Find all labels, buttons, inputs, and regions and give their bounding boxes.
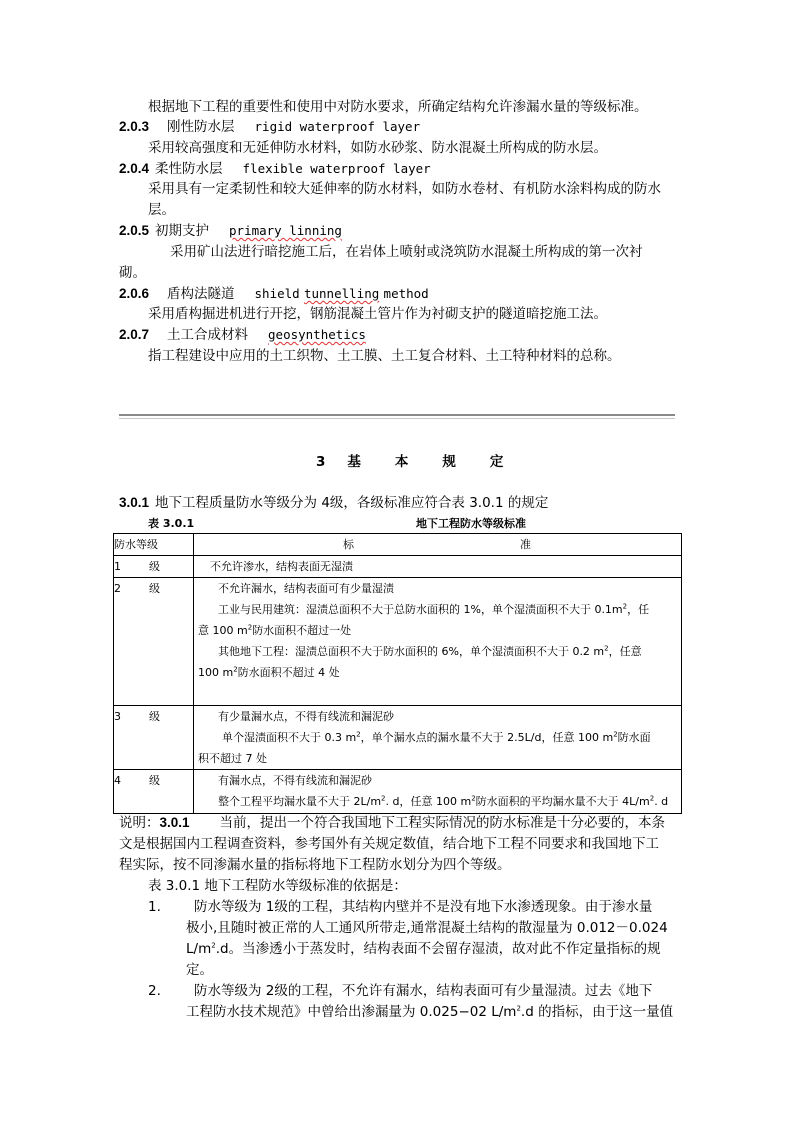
grade-cell <box>114 578 194 706</box>
standard-line: 不允许漏水，结构表面可有少量湿渍 <box>218 582 394 595</box>
list-item-line: $L/m^2.d$。当渗透小于蒸发时，结构表面不会留存湿渍，故对此不作定量指标的规 <box>186 941 661 957</box>
clause-number: 3.0.1 <box>119 495 150 510</box>
chapter-title-char: 规 <box>442 454 456 470</box>
english-term: flexible waterproof layer <box>242 161 431 176</box>
english-term: shield <box>254 286 300 301</box>
table-caption: 地下工程防水等级标准 <box>416 517 526 530</box>
grade-cell <box>114 706 194 770</box>
basis-line: 表 3.0.1 地下工程防水等级标准的依据是： <box>148 878 407 894</box>
list-item-line: 工程防水技术规范》中曾给出渗漏量为 0.025−02 $L/m^2.d$ 的指标，由于这一量值 <box>186 1004 674 1020</box>
clause-3-0-1 <box>119 494 548 512</box>
intro-line: 根据地下工程的重要性和使用中对防水要求，所确定结构允许渗漏水量的等级标准。 <box>148 99 648 115</box>
definition-2-0-3 <box>119 118 420 136</box>
chapter-title-char: 本 <box>394 454 409 470</box>
definition-2-0-5 <box>119 222 342 240</box>
grade-char: 级 <box>149 582 160 595</box>
definition-desc: 采用具有一定柔韧性和较大延伸率的防水材料，如防水卷材、有机防水涂料构成的防水 <box>148 181 661 197</box>
table-row <box>114 706 682 770</box>
definition-desc: 采用矿山法进行暗挖施工后，在岩体上喷射或浇筑防水混凝土所构成的第一次衬 <box>170 244 643 260</box>
definition-2-0-7 <box>119 326 366 344</box>
header-standard-char: 标 <box>343 538 354 551</box>
standard-line: 工业与民用建筑：湿渍总面积不大于总防水面积的 1%，单个湿渍面积不大于 $0.1m^2$，任 <box>218 602 650 616</box>
chapter-heading <box>316 453 503 471</box>
standard-line: 其他地下工程：湿渍总面积不大于防水面积的 6%，单个湿渍面积不大于 0.2 $m^2$，任意 <box>218 644 642 658</box>
list-item-line: 定。 <box>186 962 213 978</box>
header-grade: 防水等级 <box>114 534 194 556</box>
chapter-number: 3 <box>316 454 326 470</box>
table-row <box>114 556 682 578</box>
grade-char: 级 <box>149 560 160 573</box>
list-marker: 2. <box>148 983 161 999</box>
chapter-title-char: 定 <box>489 454 504 470</box>
explanation-text: 文是根据国内工程调查资料，参考国外有关规定数值，结合地下工程不同要求和我国地下工 <box>119 836 659 852</box>
list-item-line: 极小,且随时被正常的人工通风所带走,通常混凝土结构的散湿量为 0.012－0.024 <box>186 920 668 936</box>
grade-cell <box>114 770 194 814</box>
standard-cell <box>194 578 682 706</box>
header-standard-char: 准 <box>520 538 531 551</box>
grade-char: 级 <box>149 774 160 787</box>
chapter-title-char: 基 <box>347 454 361 470</box>
english-term: rigid waterproof layer <box>254 119 421 134</box>
standard-line: 100 $m^2$防水面积不超过 4 处 <box>198 665 340 679</box>
clause-number: 2.0.3 <box>119 119 150 134</box>
grade-number: 3 <box>114 710 121 723</box>
table-header-row <box>114 534 682 556</box>
explanation-number: 3.0.1 <box>159 815 190 830</box>
term: 土工合成材料 <box>167 327 249 343</box>
waterproof-grade-table <box>113 533 682 814</box>
term: 刚性防水层 <box>167 119 235 135</box>
standard-line: 整个工程平均漏水量不大于 $2L/m^2$. d，任意 100 $m^2$防水面积的平均漏水量不大于 $4L/m^2$. d <box>218 794 669 808</box>
definition-desc: 采用较高强度和无延伸防水材料，如防水砂浆、防水混凝土所构成的防水层。 <box>148 140 607 156</box>
standard-cell <box>194 706 682 770</box>
standard-cell <box>194 556 682 578</box>
english-term: method <box>383 286 429 301</box>
clause-number: 2.0.6 <box>119 286 150 301</box>
definition-desc: 指工程建设中应用的土工织物、土工膜、土工复合材料、土工特种材料的总称。 <box>148 348 621 364</box>
definition-desc: 层。 <box>148 202 175 218</box>
explanation-first-line <box>119 814 665 832</box>
english-term: geosynthetics <box>268 327 366 342</box>
standard-line: 有漏水点，不得有线流和漏泥砂 <box>218 774 372 787</box>
header-standard <box>194 534 682 556</box>
clause-number: 2.0.4 <box>119 161 150 176</box>
standard-line: 有少量漏水点，不得有线流和漏泥砂 <box>218 710 394 723</box>
grade-number: 2 <box>114 582 121 595</box>
list-item-line: 防水等级为 2级的工程，不允许有漏水，结构表面可有少量湿渍。过去《地下 <box>194 983 653 999</box>
standard-line: 意 100 $m^2$防水面积不超过一处 <box>198 623 352 637</box>
clause-text: 地下工程质量防水等级分为 4级，各级标准应符合表 3.0.1 的规定 <box>155 495 549 511</box>
grade-number: 4 <box>114 774 121 787</box>
grade-number: 1 <box>114 560 121 573</box>
standard-line: 积不超过 7 处 <box>198 752 267 765</box>
explanation-text: 当前，提出一个符合我国地下工程实际情况的防水标准是十分必要的，本条 <box>219 815 666 831</box>
term: 柔性防水层 <box>155 161 223 177</box>
clause-number: 2.0.5 <box>119 223 150 238</box>
definition-desc: 砌。 <box>119 265 146 281</box>
standard-cell <box>194 770 682 814</box>
english-term: primary linning <box>229 223 342 238</box>
grade-char: 级 <box>149 710 160 723</box>
explanation-text: 程实际，按不同渗漏水量的指标将地下工程防水划分为四个等级。 <box>119 857 511 873</box>
section-divider-shadow <box>119 418 675 419</box>
definition-2-0-4 <box>119 160 431 178</box>
section-divider <box>119 414 675 416</box>
term: 盾构法隧道 <box>167 286 235 302</box>
standard-line: 单个湿渍面积不大于 0.3 $m^2$，单个漏水点的漏水量不大于 2.5L/d，任意 100 $m^2$防水面 <box>222 730 651 744</box>
standard-line: 不允许渗水，结构表面无湿渍 <box>210 560 353 573</box>
list-marker: 1. <box>148 899 161 915</box>
list-item-line: 防水等级为 1级的工程，其结构内壁并不是没有地下水渗透现象。由于渗水量 <box>194 899 653 915</box>
explanation-label: 说明： <box>119 815 160 831</box>
definition-desc: 采用盾构掘进机进行开挖，钢筋混凝土管片作为衬砌支护的隧道暗挖施工法。 <box>148 306 607 322</box>
term: 初期支护 <box>155 223 210 239</box>
english-term: tunnelling <box>303 286 380 301</box>
clause-number: 2.0.7 <box>119 327 150 342</box>
grade-cell <box>114 556 194 578</box>
table-label: 表 3.0.1 <box>148 517 195 530</box>
table-row <box>114 770 682 814</box>
table-row <box>114 578 682 706</box>
definition-2-0-6 <box>119 285 429 303</box>
